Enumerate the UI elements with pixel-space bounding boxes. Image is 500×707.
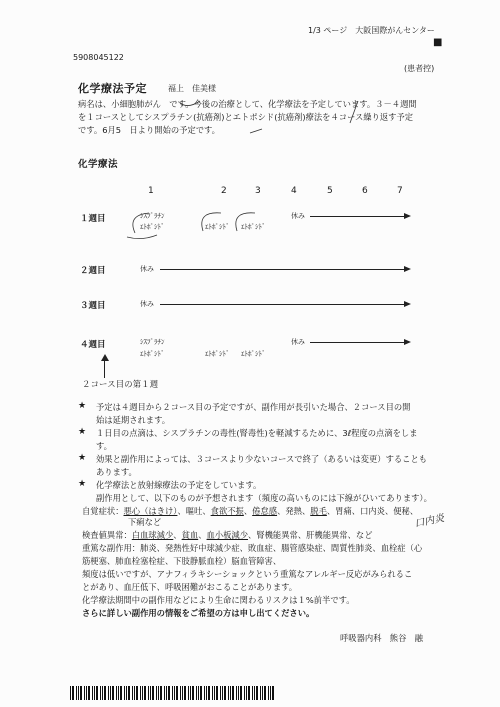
handwritten-note: 口内炎 bbox=[413, 512, 446, 530]
week-3-rest: 休み bbox=[140, 300, 154, 308]
week-1-arrow-icon bbox=[404, 213, 411, 219]
page-title: 化学療法予定 bbox=[78, 82, 147, 95]
week-1-label: １週目 bbox=[80, 214, 106, 224]
note-2-line-2: す。 bbox=[96, 441, 112, 451]
rare-effects-line-2: とがあり、血圧低下、呼吸困難がおこることがあります。 bbox=[82, 582, 298, 592]
second-course-note: ２コース目の第１週 bbox=[82, 380, 159, 390]
note-3-line-2: あります。 bbox=[96, 467, 137, 477]
handwritten-circles bbox=[125, 203, 285, 243]
week-2-rest-line bbox=[160, 269, 406, 270]
note-1-line-2: 始は延期されます。 bbox=[96, 415, 171, 425]
intro-line-3: です。6月5 日より開始の予定です。 bbox=[78, 125, 220, 135]
barcode bbox=[70, 686, 274, 700]
rare-effects-line-1: 頻度は低いですが、アナフィラキシーショックという重篤なアレルギー反応がみられるこ bbox=[82, 569, 413, 579]
day-number-1: 1 bbox=[148, 186, 154, 196]
copy-label: (患者控) bbox=[404, 64, 435, 73]
week-3-label: ３週目 bbox=[80, 301, 106, 311]
star-bullet-2: ★ bbox=[78, 427, 87, 437]
day-number-2: 2 bbox=[221, 186, 227, 196]
week-1-cisplatin: ｼｽﾌﾟﾗﾁﾝ bbox=[140, 212, 165, 220]
up-arrow-line bbox=[104, 360, 105, 378]
star-bullet-1: ★ bbox=[78, 401, 87, 411]
star-bullet-4: ★ bbox=[78, 479, 87, 489]
week-4-etoposide-day1: ｴﾄﾎﾟｼﾄﾞ bbox=[140, 350, 165, 358]
week-4-rest: 休み bbox=[291, 338, 305, 346]
day-number-4: 4 bbox=[291, 186, 297, 196]
day-number-6: 6 bbox=[362, 186, 368, 196]
lab-abnormalities: 検査値異常：白血球減少、貧血、血小板減少、腎機能異常、肝機能異常、など bbox=[82, 530, 373, 540]
week-4-label: ４週目 bbox=[80, 340, 106, 350]
day-number-3: 3 bbox=[255, 186, 261, 196]
week-1-etoposide-day3: ｴﾄﾎﾟｼﾄﾞ bbox=[241, 223, 266, 231]
document-id: 5908045122 bbox=[73, 53, 124, 62]
week-4-cisplatin: ｼｽﾌﾟﾗﾁﾝ bbox=[140, 338, 165, 346]
week-1-rest: 休み bbox=[291, 212, 305, 220]
week-4-etoposide-day3: ｴﾄﾎﾟｼﾄﾞ bbox=[241, 350, 266, 358]
up-arrow-icon bbox=[101, 354, 109, 361]
week-1-etoposide-day1: ｴﾄﾎﾟｼﾄﾞ bbox=[140, 223, 165, 231]
week-1-rest-line bbox=[310, 216, 406, 217]
side-effects-intro: 副作用として、以下のものが予想されます（頻度の高いものには下線がひいてあります）。 bbox=[96, 493, 432, 503]
week-4-arrow-icon bbox=[404, 339, 411, 345]
subjective-symptoms-line-2: 下痢など bbox=[128, 517, 162, 527]
note-4: 化学療法と放射線療法の予定をしています。 bbox=[96, 480, 262, 490]
intro-line-2: を１コースとしてシスプラチン(抗癌剤)とエトポシド(抗癌剤)療法を４コース繰り返す予定 bbox=[78, 112, 414, 122]
handwritten-marks bbox=[150, 93, 450, 143]
week-3-arrow-icon bbox=[404, 301, 411, 307]
severe-effects-line-2: 筋梗塞、肺血栓塞栓症、下肢静脈血栓）脳血管障害、 bbox=[82, 556, 282, 566]
note-2-line-1: １日目の点滴は、シスプラチンの毒性(腎毒性)を軽減するために、3ℓ程度の点滴をしま bbox=[96, 428, 418, 438]
day-number-5: 5 bbox=[327, 186, 333, 196]
week-2-rest: 休み bbox=[140, 265, 154, 273]
note-1-line-1: 予定は４週目から２コース目の予定ですが、副作用が長引いた場合、２コース目の開 bbox=[96, 402, 411, 412]
subjective-symptoms: 自覚症状：悪心（はきけ）、嘔吐、食欲不振、倦怠感、発熱、脱毛、胃痛、口内炎、便秘、 bbox=[82, 506, 419, 516]
week-4-etoposide-day2: ｴﾄﾎﾟｼﾄﾞ bbox=[205, 350, 230, 358]
page-info: 1/3 ページ 大阪国際がんセンター bbox=[308, 26, 435, 35]
severe-effects-line-1: 重篤な副作用：肺炎、発熱性好中球減少症、敗血症、腸管感染症、間質性肺炎、血栓症（心 bbox=[82, 543, 423, 553]
week-4-rest-line bbox=[310, 342, 406, 343]
mortality-risk: 化学療法期間中の副作用などにより生命に関わるリスクは１%前半です。 bbox=[82, 595, 355, 605]
patient-name: 福上 佳美様 bbox=[168, 84, 216, 93]
doctor-signature: 呼吸器内科 熊谷 融 bbox=[340, 633, 423, 643]
week-1-etoposide-day2: ｴﾄﾎﾟｼﾄﾞ bbox=[205, 223, 230, 231]
ask-doctor-note: さらに詳しい副作用の情報をご希望の方は申し出てください。 bbox=[82, 608, 315, 618]
star-bullet-3: ★ bbox=[78, 453, 87, 463]
week-2-arrow-icon bbox=[404, 266, 411, 272]
corner-mark: ■ bbox=[433, 37, 443, 48]
day-number-7: 7 bbox=[397, 186, 403, 196]
week-2-label: ２週目 bbox=[80, 266, 106, 276]
note-3-line-1: 効果と副作用によっては、３コースより少ないコースで終了（あるいは変更）することも bbox=[96, 454, 428, 464]
week-3-rest-line bbox=[160, 304, 406, 305]
section-title: 化学療法 bbox=[78, 159, 119, 170]
intro-line-1: 病名は、小細胞肺がん です。今後の治療として、化学療法を予定しています。３－４週間 bbox=[78, 99, 417, 109]
